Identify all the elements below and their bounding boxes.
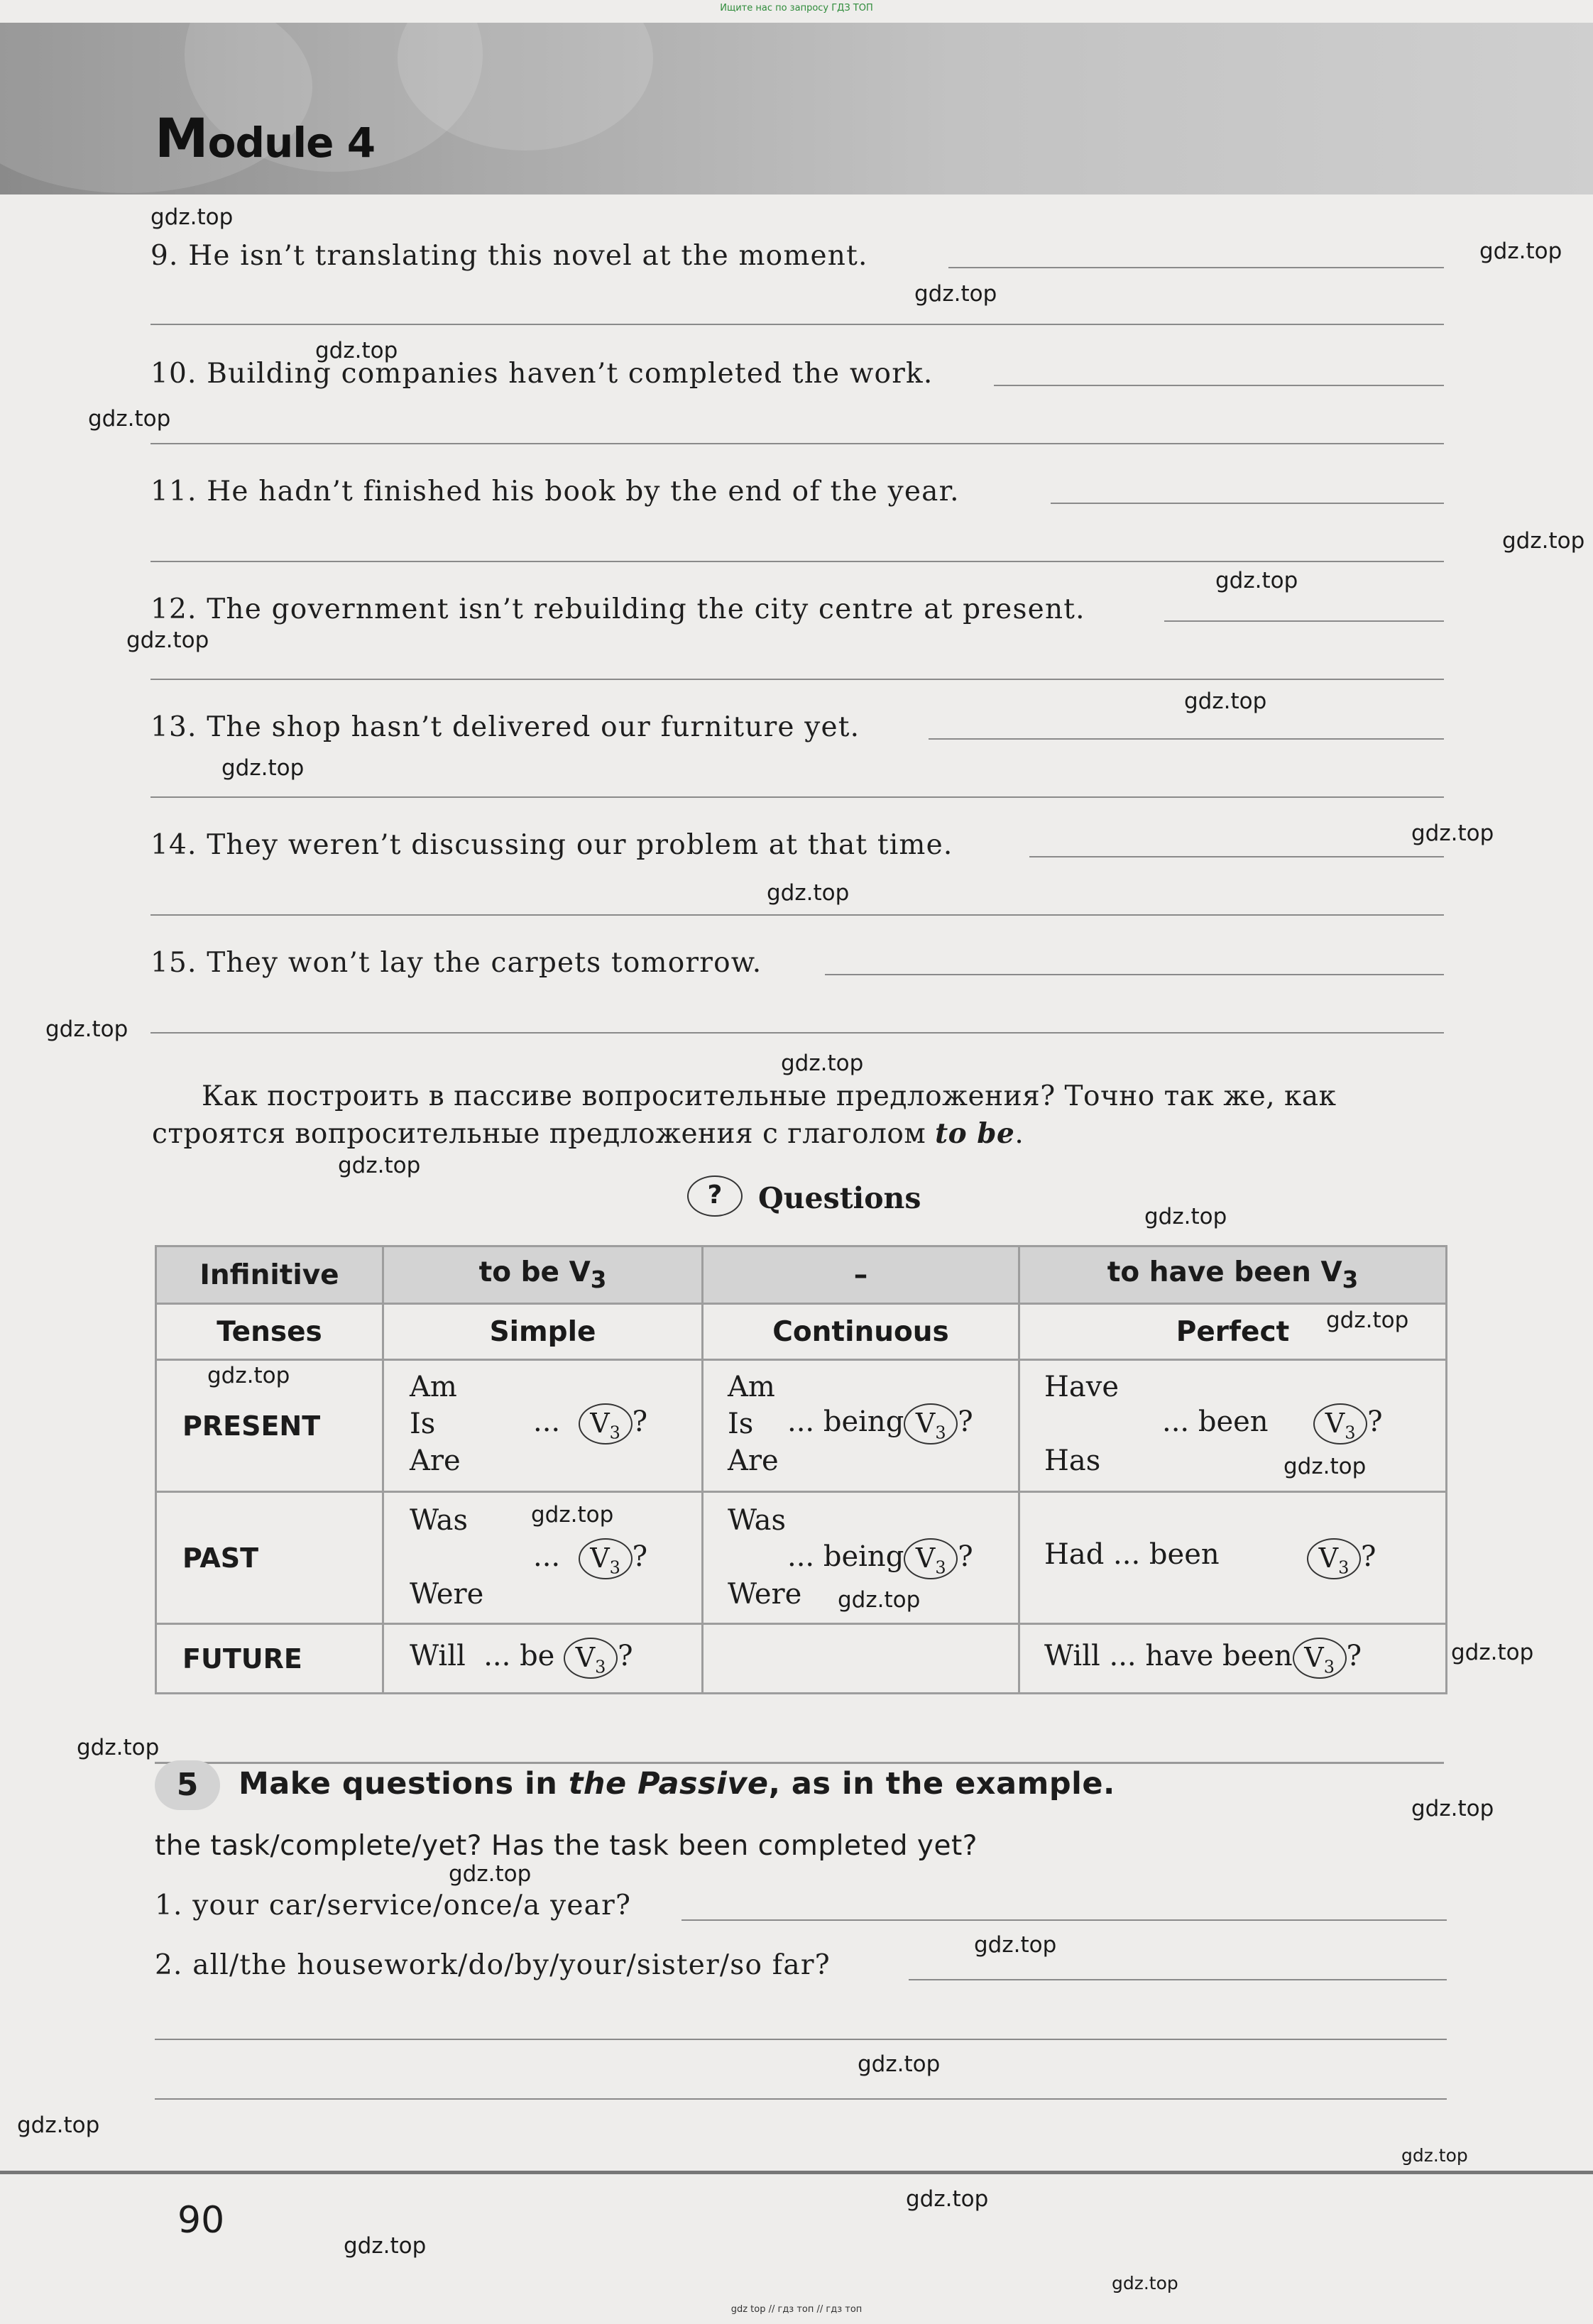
watermark: gdz.top <box>858 2051 941 2077</box>
watermark: gdz.top <box>1401 2145 1468 2166</box>
answer-line <box>909 1979 1447 1980</box>
divider <box>155 1762 1444 1764</box>
footer-rule <box>0 2171 1593 2174</box>
watermark: gdz.top <box>1326 1308 1409 1333</box>
header-perfect: Perfect <box>1019 1304 1447 1360</box>
v3-circle: $V_3$ <box>1293 1638 1347 1679</box>
watermark: gdz.top <box>1215 568 1298 593</box>
watermark: gdz.top <box>88 406 171 432</box>
tense-future: FUTURE <box>156 1624 383 1694</box>
watermark: gdz.top <box>1411 821 1494 846</box>
exercise-number: 5 <box>155 1760 220 1810</box>
v3-circle: $V_3$ <box>904 1403 958 1445</box>
exercise-item-9: 9. He isn’t translating this novel at the moment. <box>150 240 868 272</box>
question-icon: ? <box>687 1175 743 1217</box>
present-continuous-cell: Am Is Are ... being $V_3$ ? <box>703 1360 1019 1492</box>
exercise-item-15: 15. They won’t lay the carpets tomorrow. <box>150 947 762 979</box>
answer-line <box>150 796 1444 798</box>
page-number: 90 <box>177 2199 225 2242</box>
bottom-note: gdz top // гдз топ // гдз топ <box>730 2304 863 2315</box>
tense-past: PAST <box>156 1492 383 1624</box>
answer-line <box>929 738 1444 740</box>
answer-line <box>1029 856 1444 857</box>
v3-circle: $V_3$ <box>579 1403 633 1445</box>
watermark: gdz.top <box>344 2233 427 2259</box>
watermark: gdz.top <box>781 1051 864 1076</box>
exercise-item-12: 12. The government isn’t rebuilding the city centre at present. <box>150 593 1085 625</box>
answer-line <box>1051 503 1444 504</box>
watermark: gdz.top <box>531 1502 614 1528</box>
exercise5-item-1: 1. your car/service/once/a year? <box>155 1890 632 1922</box>
watermark: gdz.top <box>1502 528 1585 554</box>
watermark: gdz.top <box>338 1153 421 1178</box>
header-to-have-been-v3: to have been $V_3$ <box>1019 1246 1447 1304</box>
past-continuous-cell: Was Were ... being $V_3$ ? <box>703 1492 1019 1624</box>
header-continuous: Continuous <box>703 1304 1019 1360</box>
exercise5-item-2: 2. all/the housework/do/by/your/sister/so far? <box>155 1949 831 1981</box>
past-simple-cell: Was Were ... $V_3$ ? <box>383 1492 703 1624</box>
watermark: gdz.top <box>1411 1796 1494 1821</box>
passive-questions-table <box>155 1245 1447 1694</box>
watermark: gdz.top <box>1112 2273 1178 2293</box>
v3-circle: $V_3$ <box>1307 1538 1361 1579</box>
watermark: gdz.top <box>77 1735 160 1760</box>
watermark: gdz.top <box>207 1363 290 1388</box>
answer-line <box>948 267 1444 268</box>
watermark: gdz.top <box>1451 1640 1534 1665</box>
exercise-item-10: 10. Building companies haven’t completed the work. <box>150 358 934 390</box>
past-perfect-cell: Had ... been $V_3$ ? <box>1019 1492 1447 1624</box>
exercise-example: the task/complete/yet? Has the task been completed yet? <box>155 1830 978 1862</box>
header-simple: Simple <box>383 1304 703 1360</box>
exercise-item-14: 14. They weren’t discussing our problem at that time. <box>150 829 953 861</box>
answer-line <box>150 1032 1444 1034</box>
watermark: gdz.top <box>17 2112 100 2138</box>
answer-line <box>150 443 1444 444</box>
answer-line <box>150 679 1444 680</box>
watermark: gdz.top <box>126 627 209 653</box>
answer-line <box>155 2098 1447 2100</box>
watermark: gdz.top <box>221 755 305 781</box>
answer-line <box>994 385 1444 386</box>
answer-line <box>825 974 1444 975</box>
v3-circle: $V_3$ <box>564 1638 618 1679</box>
exercise-item-13: 13. The shop hasn’t delivered our furniture yet. <box>150 711 860 743</box>
tense-present: PRESENT <box>156 1360 383 1492</box>
watermark: gdz.top <box>1184 689 1267 714</box>
watermark: gdz.top <box>974 1932 1057 1958</box>
v3-circle: $V_3$ <box>1313 1403 1367 1445</box>
v3-circle: $V_3$ <box>579 1538 633 1579</box>
questions-title: Questions <box>758 1181 921 1215</box>
watermark: gdz.top <box>45 1016 128 1042</box>
rule-line-2: строятся вопросительные предложения с глаголом to be. <box>152 1117 1024 1150</box>
v3-circle: $V_3$ <box>904 1538 958 1579</box>
watermark: gdz.top <box>838 1587 921 1613</box>
watermark: gdz.top <box>1144 1204 1227 1229</box>
exercise-item-11: 11. He hadn’t finished his book by the end of the year. <box>150 476 960 508</box>
module-title: Module 4 <box>155 106 376 170</box>
rule-line-1: Как построить в пассиве вопросительные предложения? Точно так же, как <box>202 1080 1337 1112</box>
future-perfect-cell: Will ... have been $V_3$ ? <box>1019 1624 1447 1694</box>
watermark: gdz.top <box>449 1861 532 1887</box>
watermark: gdz.top <box>767 880 850 906</box>
watermark: gdz.top <box>150 204 234 230</box>
top-note: Ищите нас по запросу ГДЗ ТОП <box>720 3 873 13</box>
header-tenses: Tenses <box>156 1304 383 1360</box>
header-dash: – <box>703 1246 1019 1304</box>
answer-line <box>150 324 1444 325</box>
watermark: gdz.top <box>906 2186 989 2212</box>
watermark: gdz.top <box>914 281 997 307</box>
watermark: gdz.top <box>1479 239 1562 264</box>
exercise-instruction: Make questions in the Passive, as in the example. <box>239 1766 1115 1802</box>
present-perfect-cell: Have Has ... been $V_3$ ? <box>1019 1360 1447 1492</box>
future-simple-cell: Will ... be $V_3$ ? <box>383 1624 703 1694</box>
answer-line <box>681 1919 1447 1921</box>
watermark: gdz.top <box>1283 1454 1367 1479</box>
header-infinitive: Infinitive <box>156 1246 383 1304</box>
header-to-be-v3: to be $V_3$ <box>383 1246 703 1304</box>
watermark: gdz.top <box>315 338 398 363</box>
answer-line <box>1164 620 1444 622</box>
answer-line <box>150 914 1444 916</box>
future-continuous-cell <box>703 1624 1019 1694</box>
answer-line <box>150 561 1444 562</box>
answer-line <box>155 2039 1447 2040</box>
present-simple-cell: Am Is Are ... $V_3$ ? <box>383 1360 703 1492</box>
